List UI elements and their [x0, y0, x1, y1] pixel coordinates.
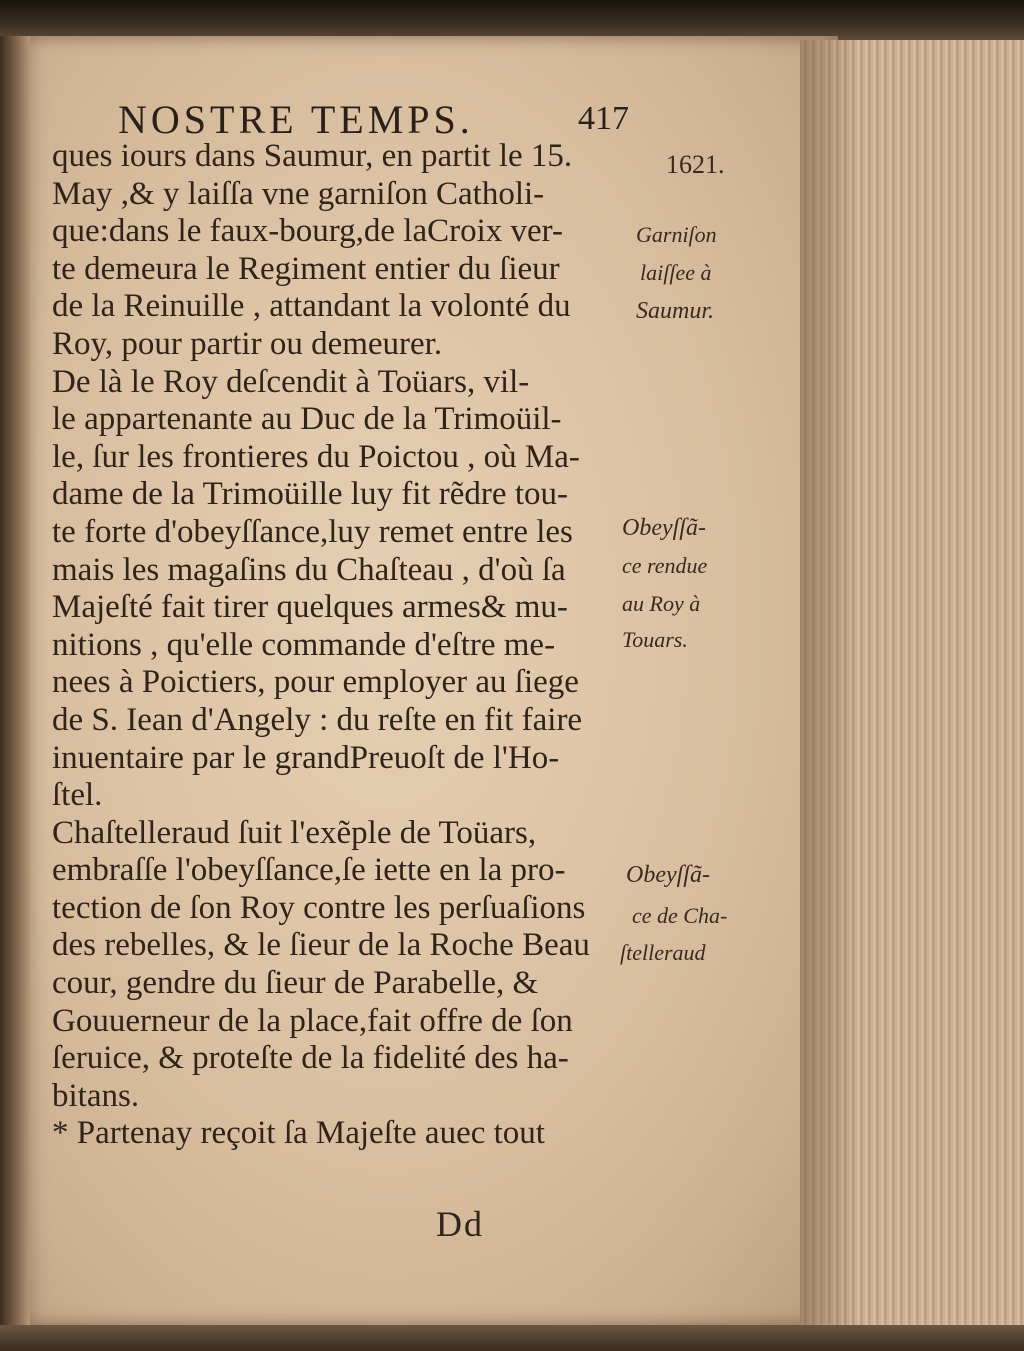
margin-note-chastelleraud: ſtelleraud [620, 940, 706, 965]
margin-note-garrison: Garniſon [636, 222, 717, 247]
margin-note-garrison: laiſſee à [640, 260, 712, 285]
text-line: dame de la Trimoüille luy fit rẽdre tou- [52, 476, 568, 513]
text-line: * Partenay reçoit ſa Majeſte auec tout [52, 1115, 545, 1152]
margin-note-chastelleraud: ce de Cha- [632, 903, 728, 928]
text-line: embraſſe l'obeyſſance,ſe iette en la pro- [52, 852, 566, 889]
text-line: May ,& y laiſſa vne garniſon Catholi- [52, 175, 545, 212]
text-line: le appartenante au Duc de la Trimoüil- [52, 401, 562, 438]
text-line: Chaſtelleraud ſuit l'exẽple de Toüars, [52, 814, 537, 851]
page-number: 417 [578, 100, 629, 137]
margin-note-touars: ce rendue [622, 553, 708, 578]
page-edges-right [800, 40, 1024, 1340]
margin-year: 1621. [666, 150, 725, 179]
text-line: Majeſté fait tirer quelques armes& mu- [52, 589, 568, 626]
margin-note-touars: Obeyſſã- [622, 515, 706, 541]
text-line: que:dans le faux-bourg,de laCroix ver- [52, 213, 563, 250]
text-line: nees à Poictiers, pour employer au ſiege [52, 664, 579, 701]
body-text [52, 138, 632, 1153]
text-line: ſtel. [52, 777, 103, 814]
margin-note-touars: Touars. [622, 627, 688, 652]
signature-mark: Dd [436, 1204, 484, 1244]
text-line: cour, gendre du ſieur de Parabelle, & [52, 965, 539, 1002]
text-line: de la Reinuille , attandant la volonté du [52, 288, 571, 325]
margin-note-chastelleraud: Obeyſſã- [626, 862, 710, 888]
text-line: tection de ſon Roy contre les perſuaſions [52, 889, 586, 926]
text-line: de S. Iean d'Angely : du reſte en fit faire [52, 701, 583, 738]
text-line: De là le Roy deſcendit à Toüars, vil- [52, 363, 530, 400]
text-line: bitans. [52, 1077, 140, 1114]
text-line: ſeruice, & proteſte de la fidelité des ha- [52, 1040, 569, 1077]
text-line: nitions , qu'elle commande d'eſtre me- [52, 626, 556, 663]
text-line: te forte d'obeyſſance,luy remet entre les [52, 513, 573, 550]
text-line: ques iours dans Saumur, en partit le 15. [52, 138, 573, 174]
text-line: Gouuerneur de la place,fait offre de ſon [52, 1002, 573, 1039]
text-line: inuentaire par le grandPreuoſt de l'Ho- [52, 739, 560, 776]
text-line: te demeura le Regiment entier du ſieur [52, 250, 560, 287]
book-gutter [0, 36, 30, 1336]
running-title: NOSTRE TEMPS. [118, 97, 474, 142]
text-line: Roy, pour partir ou demeurer. [52, 325, 443, 362]
text-line: des rebelles, & le ſieur de la Roche Beau [52, 927, 590, 964]
text-line: le, ſur les frontieres du Poictou , où Ma- [52, 438, 580, 475]
book-bottom-edge [0, 1325, 1024, 1351]
margin-note-touars: au Roy à [622, 591, 701, 616]
book-top-edge [0, 0, 1024, 40]
margin-note-garrison: Saumur. [636, 298, 715, 324]
text-line: mais les magaſins du Chaſteau , d'où ſa [52, 551, 566, 588]
